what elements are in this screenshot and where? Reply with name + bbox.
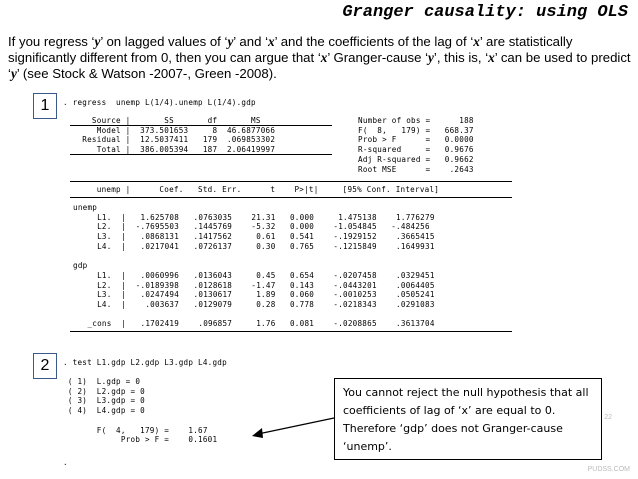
intro-variable: y [428,50,434,65]
test-command: . test L1.gdp L2.gdp L3.gdp L4.gdp [63,358,227,367]
fit-statistics: Number of obs = 188 F( 8, 179) = 668.37 Prob > F = 0.0000 R-squared = 0.9676 Adj R-squared = 0.9662 Root MSE = .2643 [358,116,474,174]
intro-variable: y [10,66,17,81]
intro-variable: x [268,34,275,49]
intro-variable: y [94,34,101,49]
page-number: 22 [604,414,612,421]
intro-text: ’ (see Stock & Watson -2007-, Green -2008). [16,66,277,81]
conclusion-callout: You cannot reject the null hypothesis that all coefficients of lag of ‘x’ are equal to 0. Therefore ‘gdp’ does not Granger-cause ‘unemp’. [334,378,602,460]
coef-bottom-rule [70,331,512,332]
intro-variable: x [473,34,480,49]
anova-header-rule [70,125,332,126]
intro-text: ’ Granger-cause ‘ [327,50,429,65]
intro-text: ’ on lagged values of ‘ [100,34,228,49]
intro-text: If you regress ‘ [8,34,95,49]
intro-text: ’ are statistically significantly different from 0, then you can argue that ‘ [8,34,573,65]
watermark: PUDSS.COM [587,466,630,473]
intro-variable: y [227,34,234,49]
intro-text: ’ and ‘ [233,34,268,49]
step-1-badge: 1 [33,93,57,119]
intro-variable: x [488,50,495,65]
intro-text: ’ can be used to predict ‘ [8,50,631,81]
anova-table: Source | SS df MS Model | 373.501653 8 46.6877066 Residual | 12.5037411 179 .069853302 Total | 386.005394 187 2.06419997 [82,116,276,155]
step-2-badge: 2 [33,353,57,379]
regress-command: . regress unemp L(1/4).unemp L(1/4).gdp [63,98,256,107]
test-output: ( 1) L.gdp = 0 ( 2) L2.gdp = 0 ( 3) L3.gdp = 0 ( 4) L4.gdp = 0 F( 4, 179) = 1.67 Prob > F = 0.1601 [67,377,218,445]
coef-header-rule [70,197,512,198]
slide-title: Granger causality: using OLS [342,3,628,22]
coef-top-rule [70,181,512,182]
intro-paragraph [8,34,633,82]
intro-text: ’ and the coefficients of the lag of ‘ [274,34,474,49]
intro-variable: x [320,50,328,65]
anova-total-rule [70,154,332,155]
coef-header: unemp | Coef. Std. Err. t P>|t| [95% Conf. Interval] [63,185,440,194]
callout-arrow [250,412,336,442]
stata-prompt: . [63,458,68,467]
coef-table: unemp L1. | 1.625708 .0763035 21.31 0.000 1.475138 1.776279 L2. | -.7695503 .1445769 -5.32 0.000 -1.054845 -.484256 L3. | .0868131 .1417562 0.61 0.541 -.1929152 .3665415 L4. | .0217041 .0726137 0.30 0.765 -.1215849 .1649931 gdp L1. | .0060996 .0136043 0.45 0.654 -.0207458 .0329451 L2. | -.0189398 .0128618 -1.47 0.143 -.0443201 .0064405 L3. | .0247494 .0130617 1.89 0.060 -.0010253 .0505241 L4. | .003637 .0129079 0.28 0.778 -.0218343 .0291083 _cons | .1702419 .096857 1.76 0.081 -.0208865 .3613704 [73,203,435,329]
intro-text: ’, this is, ‘ [433,50,489,65]
